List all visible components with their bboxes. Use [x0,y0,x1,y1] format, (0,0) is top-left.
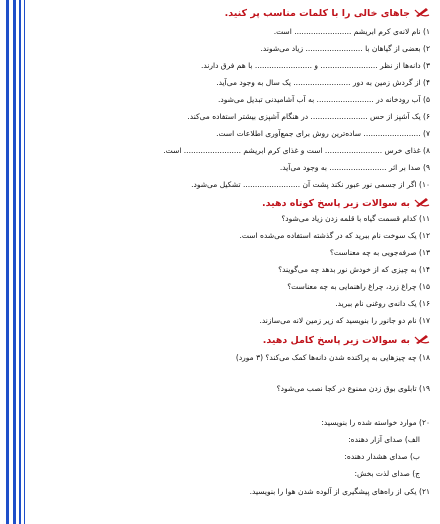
section-heading-fill-blanks [34,6,430,21]
question-2: ۲) بعضی از گیاهان با ........................ زیاد می‌شوند. [260,44,430,53]
margin-bar [24,0,25,524]
question-20-part-b: ب) صدای هشدار دهنده: [344,452,420,461]
margin-bar [19,0,21,524]
question-13: ۱۳) صرفه‌جویی به چه معناست؟ [329,248,430,257]
margin-bar [6,0,9,524]
question-20-part-a: الف) صدای آزار دهنده: [348,435,420,444]
section-heading-text: به سوالات زیر پاسخ کوتاه دهید. [262,198,410,209]
question-19: ۱۹) تابلوی بوق زدن ممنوع در کجا نصب می‌شود؟ [276,384,430,393]
question-8: ۸) غذای خرس ........................ است و غذای کرم ابریشم ........................ است. [163,146,430,155]
question-1: ۱) نام لانه‌ی کرم ابریشم ........................ است. [273,27,430,36]
question-6: ۶) یک آشپز از حس ........................ در هنگام آشپزی بیشتر استفاده می‌کند. [187,112,430,121]
question-20-part-c: ج) صدای لذت بخش: [354,469,420,478]
question-11: ۱۱) کدام قسمت گیاه با قلمه زدن زیاد می‌شود؟ [281,214,430,223]
margin-bar [13,0,16,524]
question-12: ۱۲) یک سوخت نام ببرید که در گذشته استفاده می‌شده است. [239,231,430,240]
question-20: ۲۰) موارد خواسته شده را بنویسید: [321,418,430,427]
section-heading-text: به سوالات زیر پاسخ کامل دهید. [262,335,410,346]
question-16: ۱۶) یک دانه‌ی روغنی نام ببرید. [335,299,430,308]
question-10: ۱۰) اگر از جسمی نور عبور نکند پشت آن ........................ تشکیل می‌شود. [191,180,430,189]
pen-cross-icon [414,6,430,21]
question-3: ۳) دانه‌ها از نظر ........................ و ........................ با هم فرق دارند. [200,61,430,70]
pen-cross-icon [414,196,430,211]
pen-cross-icon [414,333,430,348]
question-17: ۱۷) نام دو جانور را بنویسید که زیر زمین لانه می‌سازند. [259,316,430,325]
section-heading-full-answer [34,333,430,348]
question-5: ۵) آب رودخانه در ........................ به آب آشامیدنی تبدیل می‌شود. [217,95,430,104]
question-9: ۹) صدا بر اثر ........................ به وجود می‌آید. [279,163,430,172]
section-heading-text: جاهای خالی را با کلمات مناسب پر کنید. [224,8,410,19]
question-21: ۲۱) یکی از راه‌های پیشگیری از آلوده شدن هوا را بنویسید. [249,487,430,496]
worksheet-content [34,0,430,524]
question-18: ۱۸) چه چیزهایی به پراکنده شدن دانه‌ها کمک می‌کند؟ (۳ مورد) [235,353,430,362]
question-15: ۱۵) چراغ زرد، چراغ راهنمایی به چه معناست؟ [287,282,430,291]
question-7: ۷) ........................ ساده‌ترین روش برای جمع‌آوری اطلاعات است. [216,129,430,138]
question-4: ۴) از گردش زمین به دور ........................ یک سال به وجود می‌آید. [216,78,430,87]
section-heading-short-answer [34,196,430,211]
question-14: ۱۴) به چیزی که از خودش نور بدهد چه می‌گویند؟ [278,265,430,274]
